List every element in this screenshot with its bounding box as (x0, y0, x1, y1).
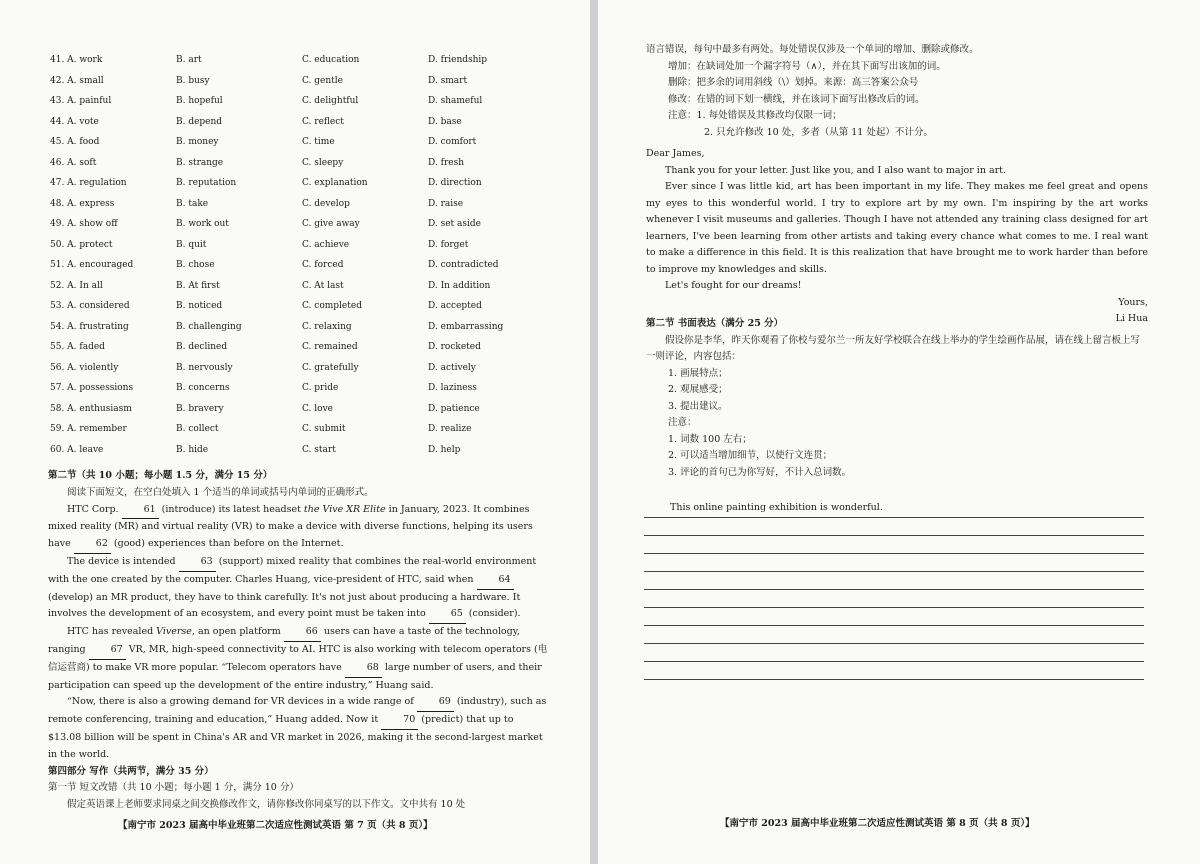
question-row (50, 235, 570, 256)
option-d[interactable]: D. In addition (428, 280, 491, 291)
option-c[interactable]: C. sleepy (302, 157, 344, 168)
question-row (50, 132, 570, 153)
letter-signature: Li Hua (1115, 313, 1148, 324)
answer-line[interactable] (644, 608, 1144, 626)
question-row (50, 112, 570, 133)
question-row (50, 50, 570, 71)
option-d[interactable]: D. realize (428, 424, 472, 434)
option-b[interactable]: B. At first (176, 280, 220, 291)
option-a[interactable]: 43. A. painful (50, 96, 112, 106)
blank-66[interactable]: 66 (284, 624, 321, 642)
option-a[interactable]: 41. A. work (50, 55, 103, 65)
section-2 (48, 468, 548, 814)
option-a[interactable]: 42. A. small (50, 75, 104, 86)
option-c[interactable]: C. love (302, 403, 333, 414)
task-item-1: 1. 画展特点； (668, 367, 728, 379)
rule-modify: 修改：在错的词下划一横线，并在该词下面写出修改后的词。 (668, 93, 925, 105)
option-c[interactable]: C. explanation (302, 178, 368, 188)
option-b[interactable]: B. busy (176, 75, 210, 86)
page-8 (598, 0, 1200, 864)
question-row (50, 296, 570, 317)
option-c[interactable]: C. gentle (302, 75, 343, 86)
option-d[interactable]: D. direction (428, 178, 482, 188)
error-correction-rules (646, 42, 1151, 141)
option-a[interactable]: 44. A. vote (50, 116, 99, 127)
option-c[interactable]: C. reflect (302, 116, 344, 127)
answer-line[interactable] (644, 572, 1144, 590)
option-a[interactable]: 57. A. possessions (50, 383, 134, 393)
question-row (50, 153, 570, 174)
note-2: 2. 可以适当增加细节，以使行文连贯； (668, 450, 833, 461)
option-c[interactable]: C. give away (302, 219, 360, 229)
passage-paragraph-1: HTC Corp. 61 (introduce) its latest headset the Vive XR Elite in January, 2023. It combines mixed reality (MR) and virtual reality (VR) to make a device with diverse functions, helping its users have 62 (good) experiences than before on the Internet. (48, 502, 548, 554)
option-a[interactable]: 50. A. protect (50, 239, 113, 250)
option-d[interactable]: D. laziness (428, 383, 477, 393)
option-c[interactable]: C. start (302, 444, 336, 455)
option-d[interactable]: D. rocketed (428, 342, 481, 352)
section-2-instruction: 阅读下面短文，在空白处填入 1 个适当的单词或括号内单词的正确形式。 (67, 486, 374, 498)
option-b[interactable]: B. quit (176, 239, 207, 250)
page-gutter (590, 0, 598, 864)
blank-62[interactable]: 62 (74, 536, 111, 554)
option-b[interactable]: B. declined (176, 342, 228, 352)
option-c[interactable]: C. relaxing (302, 321, 352, 332)
option-b[interactable]: B. depend (176, 116, 223, 127)
option-b[interactable]: B. hopeful (176, 96, 223, 106)
rule-add: 增加：在缺词处加一个漏字符号（∧），并在其下面写出该加的词。 (668, 60, 946, 72)
blank-63[interactable]: 63 (179, 554, 216, 572)
answer-line[interactable] (644, 662, 1144, 680)
option-d[interactable]: D. help (428, 444, 461, 455)
option-a[interactable]: 52. A. In all (50, 280, 103, 291)
letter-body: Ever since I was little kid, art has been important in my life. They makes me feel great and opens my eyes to this wonderful world. I try to explore art by my own. I'm inspiring by the art works whenever I visit museums and galleries. Though I have not attended any training class designed for art learners, I've been learning from other artists and taking every chance what comes to me. I real want to make a difference in this field. It is this realization that have brought me to work harder than before to improve my knowledges and skills. (646, 181, 1148, 275)
section-2-heading: 第二节（共 10 小题；每小题 1.5 分，满分 15 分） (48, 470, 273, 481)
option-c[interactable]: C. completed (302, 301, 362, 311)
option-d[interactable]: D. set aside (428, 219, 481, 229)
option-d[interactable]: D. forget (428, 239, 469, 250)
letter-line-1: Thank you for your letter. Just like you, and I also want to major in art. (665, 164, 1007, 176)
question-row (50, 419, 570, 440)
question-row (50, 378, 570, 399)
option-c[interactable]: C. delightful (302, 96, 359, 106)
blank-64[interactable]: 64 (477, 572, 514, 590)
note-1: 1. 词数 100 左右； (668, 433, 752, 445)
rule-delete: 删除：把多余的词用斜线（\）划掉。来源：高三答案公众号 (668, 77, 919, 88)
blank-67[interactable]: 67 (89, 642, 126, 660)
option-a[interactable]: 58. A. enthusiasm (50, 403, 132, 414)
option-a[interactable]: 54. A. frustrating (50, 321, 129, 332)
rules-line-1: 语言错误，每句中最多有两处。每处错误仅涉及一个单词的增加、删除或修改。 (646, 44, 979, 55)
option-a[interactable]: 48. A. express (50, 198, 115, 209)
option-b[interactable]: B. chose (176, 260, 215, 270)
option-c[interactable]: C. develop (302, 198, 350, 209)
option-a[interactable]: 56. A. violently (50, 362, 119, 373)
option-d[interactable]: D. fresh (428, 157, 464, 168)
question-row (50, 173, 570, 194)
answer-line[interactable] (644, 626, 1144, 644)
answer-line[interactable] (644, 536, 1144, 554)
option-b[interactable]: B. money (176, 137, 219, 147)
option-d[interactable]: D. base (428, 116, 462, 127)
question-row (50, 194, 570, 215)
question-row (50, 337, 570, 358)
answer-line[interactable] (644, 644, 1144, 662)
question-row (50, 91, 570, 112)
option-b[interactable]: B. art (176, 55, 202, 65)
option-a[interactable]: 49. A. show off (50, 219, 118, 229)
essay-letter (646, 146, 1148, 328)
option-c[interactable]: C. education (302, 55, 360, 65)
option-b[interactable]: B. nervously (176, 362, 233, 373)
option-b[interactable]: B. noticed (176, 301, 223, 311)
page-7 (0, 0, 590, 864)
blank-69[interactable]: 69 (417, 694, 454, 712)
question-row (50, 255, 570, 276)
letter-closing-line: Let's fought for our dreams! (665, 280, 802, 291)
option-d[interactable]: D. friendship (428, 55, 488, 65)
option-b[interactable]: B. concerns (176, 383, 230, 393)
option-a[interactable]: 46. A. soft (50, 157, 97, 168)
option-d[interactable]: D. contradicted (428, 260, 499, 270)
blank-68[interactable]: 68 (345, 660, 382, 678)
option-c[interactable]: C. pride (302, 383, 339, 393)
option-d[interactable]: D. embarrassing (428, 321, 504, 332)
option-c[interactable]: C. achieve (302, 239, 350, 250)
multiple-choice-options (50, 50, 570, 460)
option-d[interactable]: D. patience (428, 403, 480, 414)
letter-greeting: Dear James, (646, 148, 705, 159)
question-row (50, 317, 570, 338)
answer-line[interactable] (644, 518, 1144, 536)
option-b[interactable]: B. take (176, 198, 209, 209)
question-row (50, 214, 570, 235)
task-item-2: 2. 观展感受； (668, 384, 728, 395)
option-b[interactable]: B. collect (176, 424, 219, 434)
option-a[interactable]: 45. A. food (50, 137, 100, 147)
option-c[interactable]: C. remained (302, 342, 358, 352)
option-c[interactable]: C. time (302, 137, 335, 147)
note-label: 注意： (668, 417, 697, 428)
option-a[interactable]: 53. A. considered (50, 301, 130, 311)
option-a[interactable]: 51. A. encouraged (50, 260, 134, 270)
option-c[interactable]: C. gratefully (302, 362, 359, 373)
answer-line[interactable] (644, 554, 1144, 572)
option-a[interactable]: 55. A. faded (50, 342, 105, 352)
writing-task-prompt: 假设你是李华，昨天你观看了你校与爱尔兰一所友好学校联合在线上举办的学生绘画作品展，请在线上留言板上写一则评论，内容包括： (646, 334, 1141, 362)
question-row (50, 440, 570, 461)
answer-lines[interactable] (644, 500, 1144, 680)
option-b[interactable]: B. strange (176, 157, 224, 168)
option-b[interactable]: B. work out (176, 219, 229, 229)
passage-paragraph-3: HTC has revealed Viverse, an open platform 66 users can have a taste of the technology, ranging 67 VR, MR, high-speed connectivity to AI. HTC is also working with telecom operators (电信运营商) to make VR more popular. “Telecom operators have 68 large number of users, and their participation can speed up the development of the entire industry,” Huang said. (48, 626, 548, 691)
option-b[interactable]: B. reputation (176, 178, 237, 188)
option-b[interactable]: B. hide (176, 444, 209, 455)
part-4-section-1-heading: 第一节 短文改错（共 10 小题；每小题 1 分，满分 10 分） (48, 782, 299, 794)
task-item-3: 3. 提出建议。 (668, 400, 728, 412)
blank-70[interactable]: 70 (381, 712, 418, 730)
blank-65[interactable]: 65 (429, 606, 466, 624)
blank-61[interactable]: 61 (122, 502, 159, 520)
writing-task (646, 316, 1148, 481)
question-row (50, 358, 570, 379)
option-c[interactable]: C. forced (302, 260, 344, 270)
option-d[interactable]: D. actively (428, 362, 476, 373)
option-d[interactable]: D. raise (428, 198, 464, 209)
option-b[interactable]: B. challenging (176, 321, 242, 332)
option-c[interactable]: C. At last (302, 280, 344, 291)
rule-note-2: 2. 只允许修改 10 处，多者（从第 11 处起）不计分。 (704, 126, 933, 138)
part-4-section-1-intro: 假定英语课上老师要求同桌之间交换修改作文，请你修改你同桌写的以下作文。文中共有 10 处 (67, 799, 466, 811)
option-d[interactable]: D. smart (428, 75, 468, 86)
option-d[interactable]: D. shameful (428, 96, 483, 106)
page-8-footer: 【南宁市 2023 届高中毕业班第二次适应性测试英语 第 8 页（共 8 页）】 (720, 818, 1035, 829)
rule-note-1: 注意：1. 每处错误及其修改均仅限一词； (668, 110, 842, 121)
page-7-footer: 【南宁市 2023 届高中毕业班第二次适应性测试英语 第 7 页（共 8 页）】 (118, 820, 433, 831)
writing-section-heading: 第二节 书面表达（满分 25 分） (646, 318, 784, 329)
part-4-heading: 第四部分 写作（共两节，满分 35 分） (48, 765, 214, 777)
letter-yours: Yours, (1118, 296, 1148, 308)
option-d[interactable]: D. comfort (428, 137, 477, 147)
option-a[interactable]: 59. A. remember (50, 424, 127, 434)
option-a[interactable]: 47. A. regulation (50, 178, 127, 188)
question-row (50, 399, 570, 420)
answer-line-first[interactable]: This online painting exhibition is wonderful. (644, 500, 1144, 518)
option-d[interactable]: D. accepted (428, 301, 482, 311)
option-a[interactable]: 60. A. leave (50, 444, 104, 455)
passage-paragraph-2: The device is intended 63 (support) mixed reality that combines the real-world environment with the one created by the computer. Charles Huang, vice-president of HTC, said when 64 (develop) an MR product, they have to think carefully. It's not just about producing a hardware. It involves the development of an ecosystem, and every point must be taken into 65 (consider). (48, 554, 548, 624)
question-row (50, 276, 570, 297)
option-c[interactable]: C. submit (302, 424, 346, 434)
note-3: 3. 评论的首句已为你写好，不计入总词数。 (668, 466, 852, 478)
option-b[interactable]: B. bravery (176, 403, 224, 414)
question-row (50, 71, 570, 92)
answer-line[interactable] (644, 590, 1144, 608)
passage-paragraph-4: “Now, there is also a growing demand for VR devices in a wide range of 69 (industry), such as remote conferencing, training and education,” Huang added. Now it 70 (predict) that up to $13.08 billion will be spent in China's AR and VR market in 2026, making it the second-largest market in the world. (48, 696, 547, 760)
